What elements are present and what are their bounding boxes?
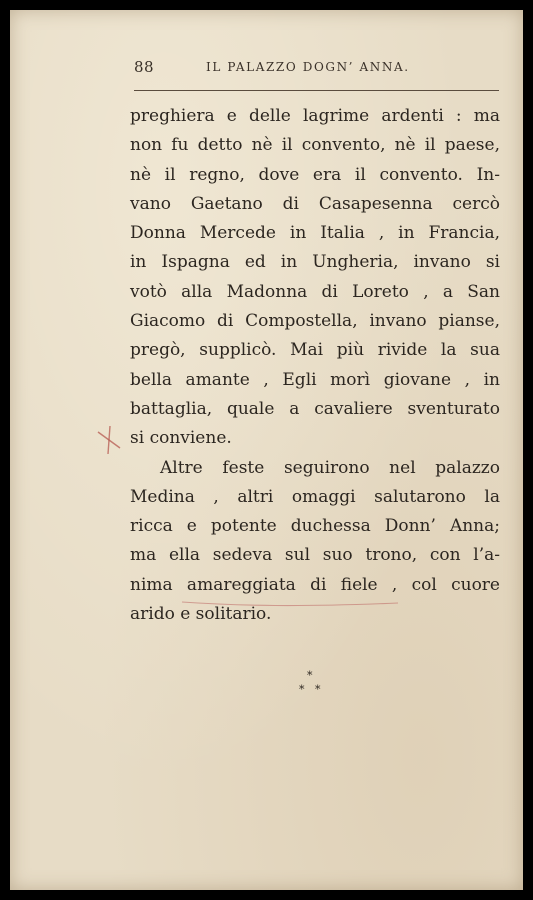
text-line: vano Gaetano di Casapesenna cercò: [130, 193, 500, 214]
text-line: nè il regno, dove era il convento. In-: [130, 164, 500, 185]
text-line: arido e solitario.: [130, 604, 272, 625]
text-line: ma ella sedeva sul suo trono, con l’a-: [130, 545, 500, 566]
text-line: in Ispagna ed in Ungheria, invano si: [130, 252, 500, 273]
text-line: nima amareggiata di fiele , col cuore: [130, 574, 500, 595]
ornament-star: *: [299, 683, 305, 696]
text-line: votò alla Madonna di Loreto , a San: [130, 281, 500, 302]
text-line: si conviene.: [130, 428, 232, 449]
section-ornament: [296, 670, 326, 704]
body-text: [130, 102, 500, 629]
text-line: non fu detto nè il convento, nè il paese,: [130, 135, 500, 156]
text-line: ricca e potente duchessa Donn’ Anna;: [130, 516, 500, 537]
pencil-margin-mark: [94, 424, 124, 456]
page-number: 88: [134, 58, 155, 76]
header-rule: [134, 90, 499, 91]
running-header: [10, 58, 523, 78]
text-line: Altre feste seguirono nel palazzo: [160, 457, 500, 478]
text-line: bella amante , Egli morì giovane , in: [130, 369, 500, 390]
pencil-underline: [180, 596, 400, 610]
paragraph: [130, 102, 500, 454]
ornament-star: *: [315, 683, 321, 696]
ornament-star: *: [307, 669, 313, 682]
text-line: pregò, supplicò. Mai più rivide la sua: [130, 340, 500, 361]
text-line: battaglia, quale a cavaliere sventurato: [130, 398, 500, 419]
running-title: IL PALAZZO DOGN’ ANNA.: [206, 60, 410, 74]
text-line: Giacomo di Compostella, invano pianse,: [130, 311, 500, 332]
text-line: Donna Mercede in Italia , in Francia,: [130, 223, 500, 244]
text-line: Medina , altri omaggi salutarono la: [130, 486, 500, 507]
text-line: preghiera e delle lagrime ardenti : ma: [130, 106, 500, 126]
book-page: [10, 10, 523, 890]
